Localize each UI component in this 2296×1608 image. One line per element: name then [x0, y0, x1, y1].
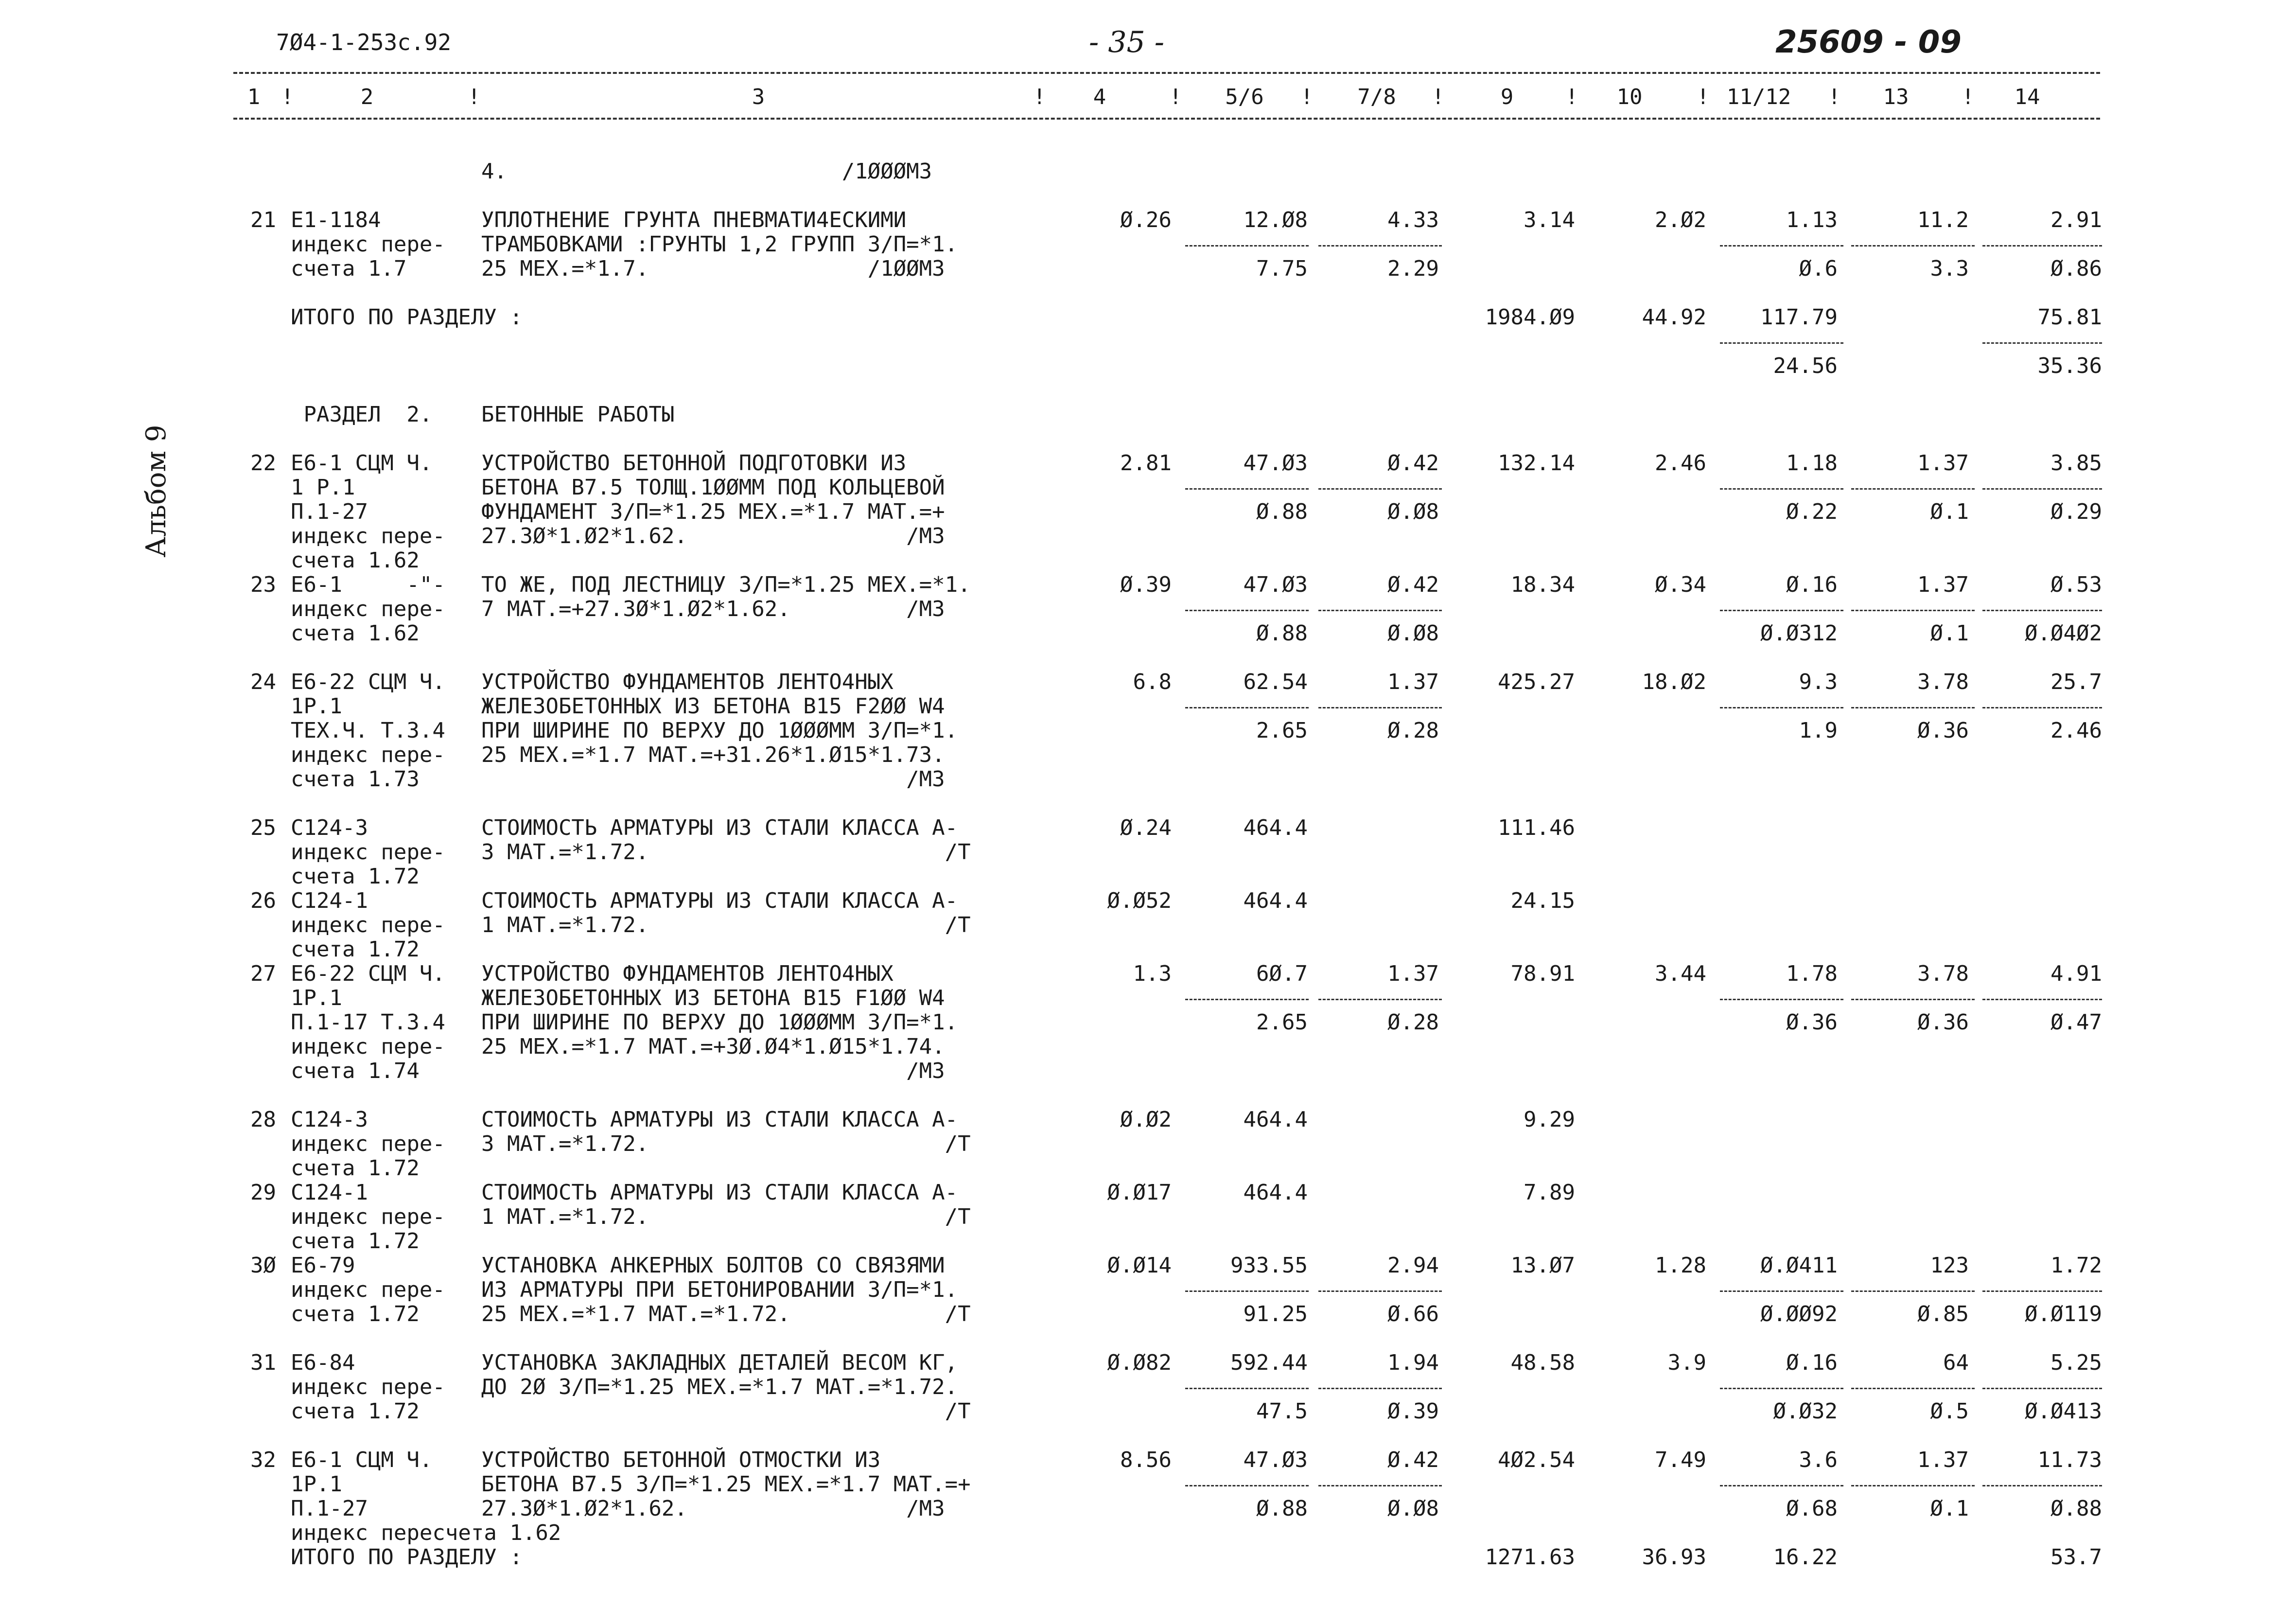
value-col-9: 4Ø2.54	[1498, 1448, 1575, 1472]
cost-code-line: счета 1.62	[291, 548, 420, 573]
row-number: 25	[250, 815, 276, 840]
fraction-divider	[1982, 1388, 2102, 1389]
subvalue-col-14: Ø.Ø119	[2025, 1302, 2102, 1326]
column-separator: !	[1432, 85, 1445, 109]
column-separator: !	[281, 85, 294, 109]
value-col-13: 1.37	[1917, 572, 1969, 597]
cost-code-line: индекс пере-	[291, 1204, 445, 1229]
row-number: 32	[250, 1448, 276, 1472]
fraction-divider	[1318, 707, 1442, 708]
work-description-line: УСТАНОВКА АНКЕРНЫХ БОЛТОВ СО СВЯЗЯМИ	[481, 1253, 945, 1278]
fraction-divider	[1720, 1290, 1843, 1292]
fraction-divider	[1318, 1388, 1442, 1389]
value-col-1112: Ø.16	[1786, 1350, 1838, 1375]
value-col-4: Ø.Ø52	[1107, 888, 1172, 913]
work-description-line: УПЛОТНЕНИЕ ГРУНТА ПНЕВМАТИ4ЕСКИМИ	[481, 208, 907, 232]
cost-code-line: счета 1.72	[291, 937, 420, 962]
column-header-6: 7/8	[1357, 85, 1396, 109]
cost-code-line: П.1-27	[291, 1496, 368, 1521]
subvalue-col-14: Ø.Ø413	[2025, 1399, 2102, 1424]
cost-code-line: С124-3	[291, 815, 368, 840]
cost-code-line: Е6-1 -"-	[291, 572, 445, 597]
fraction-divider	[1851, 610, 1975, 611]
value-col-10: 3.44	[1655, 961, 1706, 986]
subvalue-col-13: Ø.1	[1930, 621, 1969, 646]
subvalue-col-1112: Ø.22	[1786, 499, 1838, 524]
work-description-line: ИЗ АРМАТУРЫ ПРИ БЕТОНИРОВАНИИ З/П=*1.	[481, 1277, 958, 1302]
subvalue-col-56: Ø.88	[1256, 499, 1308, 524]
work-description-line: /М3	[481, 1059, 945, 1083]
value-col-14: 5.25	[2051, 1350, 2102, 1375]
value-col-4: Ø.Ø17	[1107, 1180, 1172, 1205]
fraction-divider	[1185, 610, 1309, 611]
fraction-divider	[1720, 1388, 1843, 1389]
value-col-14: 75.81	[2037, 305, 2102, 330]
value-col-9: 78.91	[1510, 961, 1575, 986]
value-col-10: 36.93	[1642, 1545, 1706, 1570]
value-col-4: Ø.Ø14	[1107, 1253, 1172, 1278]
fraction-divider	[1720, 342, 1843, 344]
work-description-line: ТРАМБОВКАМИ :ГРУНТЫ 1,2 ГРУПП З/П=*1.	[481, 232, 958, 257]
subvalue-col-14: 35.36	[2037, 353, 2102, 378]
fraction-divider	[1982, 245, 2102, 247]
row-number: 24	[250, 670, 276, 694]
fraction-divider	[1982, 707, 2102, 708]
subvalue-col-13: 3.3	[1930, 256, 1969, 281]
subvalue-col-1112: Ø.36	[1786, 1010, 1838, 1035]
value-col-4: Ø.26	[1120, 208, 1172, 232]
subvalue-col-56: 47.5	[1256, 1399, 1308, 1424]
value-col-4: 2.81	[1120, 451, 1172, 476]
value-col-1112: 3.6	[1799, 1448, 1838, 1472]
work-description-line: ЖЕЛЕЗОБЕТОННЫХ ИЗ БЕТОНА В15 F1ØØ W4	[481, 986, 945, 1010]
subvalue-col-13: Ø.36	[1917, 718, 1969, 743]
work-description-line: ФУНДАМЕНТ З/П=*1.25 МЕХ.=*1.7 МАТ.=+	[481, 499, 945, 524]
cost-code-line: 1 Р.1	[291, 475, 355, 500]
row-number: 23	[250, 572, 276, 597]
cost-code-line: Е6-1 СЦМ Ч.	[291, 451, 433, 476]
cost-code-line: счета 1.72	[291, 1229, 420, 1254]
fraction-divider	[1982, 488, 2102, 490]
cost-code-line: счета 1.72	[291, 1302, 420, 1326]
fraction-divider	[1318, 1290, 1442, 1292]
fraction-divider	[1720, 610, 1843, 611]
value-col-56: 62.54	[1243, 670, 1308, 694]
value-col-13: 3.78	[1917, 961, 1969, 986]
work-description-line: 1 МАТ.=*1.72. /Т	[481, 913, 971, 937]
subvalue-col-78: Ø.39	[1387, 1399, 1439, 1424]
fraction-divider	[1982, 342, 2102, 344]
value-col-9: 13.Ø7	[1510, 1253, 1575, 1278]
top-rule	[233, 72, 2100, 74]
work-description-line: /Т	[481, 1399, 971, 1424]
value-col-10: 18.Ø2	[1642, 670, 1706, 694]
cost-code-line: счета 1.74	[291, 1059, 420, 1083]
subvalue-col-56: Ø.88	[1256, 1496, 1308, 1521]
value-col-56: 6Ø.7	[1256, 961, 1308, 986]
row-number: 31	[250, 1350, 276, 1375]
work-description-line: УСТРОЙСТВО ФУНДАМЕНТОВ ЛЕНТО4НЫХ	[481, 670, 894, 694]
column-separator: !	[1300, 85, 1314, 109]
column-header-3: 3	[752, 85, 765, 109]
cost-code-line: П.1-27	[291, 499, 368, 524]
column-header-4: 4	[1093, 85, 1106, 109]
subvalue-col-56: 91.25	[1243, 1302, 1308, 1326]
value-col-10: 1.28	[1655, 1253, 1706, 1278]
column-separator: !	[1169, 85, 1182, 109]
value-col-4: Ø.39	[1120, 572, 1172, 597]
work-description-line: 27.3Ø*1.Ø2*1.62. /М3	[481, 524, 945, 548]
column-header-11: 14	[2014, 85, 2040, 109]
fraction-divider	[1851, 999, 1975, 1000]
value-col-4: Ø.24	[1120, 815, 1172, 840]
cost-code-line: индекс пере-	[291, 524, 445, 548]
subvalue-col-14: Ø.86	[2051, 256, 2102, 281]
value-col-9: 3.14	[1524, 208, 1575, 232]
value-col-10: 44.92	[1642, 305, 1706, 330]
value-col-9: 24.15	[1510, 888, 1575, 913]
value-col-78: 1.94	[1387, 1350, 1439, 1375]
work-description-line: 25 МЕХ.=*1.7 МАТ.=+3Ø.Ø4*1.Ø15*1.74.	[481, 1034, 945, 1059]
work-description-line: 1 МАТ.=*1.72. /Т	[481, 1204, 971, 1229]
value-col-13: 1.37	[1917, 451, 1969, 476]
cost-code-line: 1Р.1	[291, 1472, 342, 1497]
value-col-1112: 1.18	[1786, 451, 1838, 476]
work-description-line: 25 МЕХ.=*1.7 МАТ.=*1.72. /Т	[481, 1302, 971, 1326]
work-description-line: УСТРОЙСТВО БЕТОННОЙ ОТМОСТКИ ИЗ	[481, 1448, 881, 1472]
value-col-56: 464.4	[1243, 888, 1308, 913]
work-description-line: ДО 2Ø З/П=*1.25 МЕХ.=*1.7 МАТ.=*1.72.	[481, 1375, 958, 1399]
cost-code-line: счета 1.72	[291, 1156, 420, 1181]
work-description-line: ПРИ ШИРИНЕ ПО ВЕРХУ ДО 1ØØØММ З/П=*1.	[481, 718, 958, 743]
value-col-1112: 1.13	[1786, 208, 1838, 232]
row-number: 22	[250, 451, 276, 476]
subvalue-col-14: Ø.47	[2051, 1010, 2102, 1035]
value-col-10: 2.Ø2	[1655, 208, 1706, 232]
subvalue-col-78: Ø.Ø8	[1387, 1496, 1439, 1521]
fraction-divider	[1851, 1388, 1975, 1389]
subvalue-col-14: 2.46	[2051, 718, 2102, 743]
work-description-line: СТОИМОСТЬ АРМАТУРЫ ИЗ СТАЛИ КЛАССА А-	[481, 1180, 958, 1205]
value-col-14: 53.7	[2051, 1545, 2102, 1570]
value-col-10: 3.9	[1667, 1350, 1706, 1375]
subvalue-col-78: Ø.28	[1387, 1010, 1439, 1035]
value-col-1112: Ø.Ø411	[1760, 1253, 1838, 1278]
fraction-divider	[1851, 245, 1975, 247]
cost-code-line: ИТОГО ПО РАЗДЕЛУ :	[291, 1545, 523, 1570]
header-rule	[233, 118, 2100, 120]
cost-code-line: индекс пере-	[291, 1034, 445, 1059]
subvalue-col-14: Ø.29	[2051, 499, 2102, 524]
work-description-line: 25 МЕХ.=*1.7. /1ØØМ3	[481, 256, 945, 281]
value-col-13: 3.78	[1917, 670, 1969, 694]
value-col-1112: 16.22	[1773, 1545, 1838, 1570]
row-number: 21	[250, 208, 276, 232]
subvalue-col-1112: Ø.Ø312	[1760, 621, 1838, 646]
value-col-9: 18.34	[1510, 572, 1575, 597]
value-col-13: 11.2	[1917, 208, 1969, 232]
value-col-10: Ø.34	[1655, 572, 1706, 597]
fraction-divider	[1185, 1485, 1309, 1486]
fraction-divider	[1185, 1388, 1309, 1389]
subvalue-col-13: Ø.1	[1930, 1496, 1969, 1521]
value-col-78: 1.37	[1387, 961, 1439, 986]
column-separator: !	[1962, 85, 1975, 109]
fraction-divider	[1185, 1290, 1309, 1292]
value-col-14: 25.7	[2051, 670, 2102, 694]
fraction-divider	[1720, 488, 1843, 490]
value-col-78: 2.94	[1387, 1253, 1439, 1278]
column-separator: !	[1565, 85, 1578, 109]
value-col-56: 47.Ø3	[1243, 1448, 1308, 1472]
subvalue-col-1112: Ø.6	[1799, 256, 1838, 281]
row-number: 3Ø	[250, 1253, 276, 1278]
value-col-9: 7.89	[1524, 1180, 1575, 1205]
fraction-divider	[1851, 1290, 1975, 1292]
fraction-divider	[1982, 999, 2102, 1000]
row-number: 29	[250, 1180, 276, 1205]
work-description-line: 27.3Ø*1.Ø2*1.62. /М3	[481, 1496, 945, 1521]
value-col-1112: 1.78	[1786, 961, 1838, 986]
subvalue-col-56: Ø.88	[1256, 621, 1308, 646]
cost-code-line: С124-1	[291, 888, 368, 913]
subvalue-col-14: Ø.88	[2051, 1496, 2102, 1521]
row-number: 28	[250, 1107, 276, 1132]
value-col-14: 4.91	[2051, 961, 2102, 986]
fraction-divider	[1185, 245, 1309, 247]
value-col-9: 9.29	[1524, 1107, 1575, 1132]
work-description-line: /М3	[481, 767, 945, 792]
work-description-line: СТОИМОСТЬ АРМАТУРЫ ИЗ СТАЛИ КЛАССА А-	[481, 1107, 958, 1132]
work-description-line: УСТРОЙСТВО ФУНДАМЕНТОВ ЛЕНТО4НЫХ	[481, 961, 894, 986]
value-col-14: 11.73	[2037, 1448, 2102, 1472]
fraction-divider	[1318, 1485, 1442, 1486]
value-col-9: 132.14	[1498, 451, 1575, 476]
column-separator: !	[1697, 85, 1710, 109]
subvalue-col-56: 2.65	[1256, 718, 1308, 743]
subvalue-col-78: Ø.28	[1387, 718, 1439, 743]
value-col-78: Ø.42	[1387, 451, 1439, 476]
subvalue-col-1112: Ø.Ø32	[1773, 1399, 1838, 1424]
fraction-divider	[1318, 999, 1442, 1000]
subvalue-col-56: 2.65	[1256, 1010, 1308, 1035]
work-description-line: БЕТОНА В7.5 ТОЛЩ.1ØØММ ПОД КОЛЬЦЕВОЙ	[481, 475, 945, 500]
value-col-56: 47.Ø3	[1243, 451, 1308, 476]
value-col-56: 12.Ø8	[1243, 208, 1308, 232]
cost-code-line: С124-3	[291, 1107, 368, 1132]
fraction-divider	[1185, 707, 1309, 708]
fraction-divider	[1185, 999, 1309, 1000]
cost-code-line: П.1-17 Т.3.4	[291, 1010, 445, 1035]
fraction-divider	[1851, 1485, 1975, 1486]
subvalue-col-78: Ø.66	[1387, 1302, 1439, 1326]
fraction-divider	[1720, 999, 1843, 1000]
value-col-4: Ø.Ø2	[1120, 1107, 1172, 1132]
work-description-line: БЕТОННЫЕ РАБОТЫ	[481, 402, 675, 427]
cost-code-line: счета 1.73	[291, 767, 420, 792]
cost-code-line: 1Р.1	[291, 986, 342, 1010]
work-description-line: 25 МЕХ.=*1.7 МАТ.=+31.26*1.Ø15*1.73.	[481, 742, 945, 767]
cost-code-line: индекс пере-	[291, 1277, 445, 1302]
cost-code-line: Е6-1 СЦМ Ч.	[291, 1448, 433, 1472]
cost-code-line: индекс пере-	[291, 1131, 445, 1156]
value-col-4: 8.56	[1120, 1448, 1172, 1472]
value-col-4: 6.8	[1133, 670, 1172, 694]
work-description-line: ПРИ ШИРИНЕ ПО ВЕРХУ ДО 1ØØØММ З/П=*1.	[481, 1010, 958, 1035]
cost-code-line: индекс пере-	[291, 597, 445, 621]
column-separator: !	[1033, 85, 1046, 109]
value-col-13: 64	[1943, 1350, 1969, 1375]
document-code: 7Ø4-1-253с.92	[276, 29, 452, 55]
fraction-divider	[1720, 1485, 1843, 1486]
value-col-56: 464.4	[1243, 1180, 1308, 1205]
column-header-10: 13	[1883, 85, 1909, 109]
subvalue-col-56: 7.75	[1256, 256, 1308, 281]
value-col-9: 1271.63	[1485, 1545, 1575, 1570]
cost-code-line: индекс пере-	[291, 913, 445, 937]
subvalue-col-1112: Ø.ØØ92	[1760, 1302, 1838, 1326]
subvalue-col-78: Ø.Ø8	[1387, 621, 1439, 646]
fraction-divider	[1851, 488, 1975, 490]
subvalue-col-1112: Ø.68	[1786, 1496, 1838, 1521]
cost-code-line: Е6-22 СЦМ Ч.	[291, 961, 445, 986]
fraction-divider	[1982, 610, 2102, 611]
cost-code-line: индекс пересчета 1.62	[291, 1520, 561, 1545]
work-description-line: СТОИМОСТЬ АРМАТУРЫ ИЗ СТАЛИ КЛАССА А-	[481, 888, 958, 913]
album-label: Альбом 9	[140, 424, 172, 558]
subvalue-col-13: Ø.5	[1930, 1399, 1969, 1424]
column-header-1: 1	[247, 85, 261, 109]
value-col-1112: 117.79	[1760, 305, 1838, 330]
column-header-9: 11/12	[1726, 85, 1791, 109]
work-description-line: УСТРОЙСТВО БЕТОННОЙ ПОДГОТОВКИ ИЗ	[481, 451, 907, 476]
fraction-divider	[1185, 488, 1309, 490]
cost-code-line: Е6-79	[291, 1253, 355, 1278]
cost-code-line: Е6-22 СЦМ Ч.	[291, 670, 445, 694]
cost-code-line: счета 1.7	[291, 256, 407, 281]
page-number: - 35 -	[1089, 25, 1165, 59]
value-col-13: 1.37	[1917, 1448, 1969, 1472]
work-description-line: 7 МАТ.=+27.3Ø*1.Ø2*1.62. /М3	[481, 597, 945, 621]
cost-code-line: ИТОГО ПО РАЗДЕЛУ :	[291, 305, 523, 330]
work-description-line: 3 МАТ.=*1.72. /Т	[481, 1131, 971, 1156]
work-description-line: УСТАНОВКА ЗАКЛАДНЫХ ДЕТАЛЕЙ ВЕСОМ КГ,	[481, 1350, 958, 1375]
subvalue-col-13: Ø.36	[1917, 1010, 1969, 1035]
cost-code-line: счета 1.72	[291, 1399, 420, 1424]
value-col-1112: Ø.16	[1786, 572, 1838, 597]
cost-code-line: индекс пере-	[291, 1375, 445, 1399]
fraction-divider	[1982, 1290, 2102, 1292]
row-number: 26	[250, 888, 276, 913]
cost-code-line: 1Р.1	[291, 694, 342, 719]
value-col-56: 592.44	[1230, 1350, 1308, 1375]
value-col-4: Ø.Ø82	[1107, 1350, 1172, 1375]
column-header-2: 2	[360, 85, 374, 109]
value-col-56: 933.55	[1230, 1253, 1308, 1278]
fraction-divider	[1982, 1485, 2102, 1486]
subvalue-col-1112: 24.56	[1773, 353, 1838, 378]
value-col-10: 2.46	[1655, 451, 1706, 476]
value-col-9: 111.46	[1498, 815, 1575, 840]
value-col-14: Ø.53	[2051, 572, 2102, 597]
work-description-line: 3 МАТ.=*1.72. /Т	[481, 840, 971, 865]
fraction-divider	[1318, 488, 1442, 490]
value-col-56: 464.4	[1243, 815, 1308, 840]
cost-code-line: С124-1	[291, 1180, 368, 1205]
work-description-line: ЖЕЛЕЗОБЕТОННЫХ ИЗ БЕТОНА В15 F2ØØ W4	[481, 694, 945, 719]
value-col-9: 48.58	[1510, 1350, 1575, 1375]
column-separator: !	[1828, 85, 1841, 109]
value-col-14: 3.85	[2051, 451, 2102, 476]
subvalue-col-13: Ø.85	[1917, 1302, 1969, 1326]
column-header-5: 5/6	[1225, 85, 1264, 109]
value-col-4: 1.3	[1133, 961, 1172, 986]
sheet-number: 25609 - 09	[1775, 24, 1962, 60]
cost-code-line: индекс пере-	[291, 742, 445, 767]
subvalue-col-78: 2.29	[1387, 256, 1439, 281]
value-col-78: 1.37	[1387, 670, 1439, 694]
work-description-line: ТО ЖЕ, ПОД ЛЕСТНИЦУ З/П=*1.25 МЕХ.=*1.	[481, 572, 971, 597]
fraction-divider	[1318, 245, 1442, 247]
cost-code-line: индекс пере-	[291, 840, 445, 865]
subvalue-col-78: Ø.Ø8	[1387, 499, 1439, 524]
work-description-line: СТОИМОСТЬ АРМАТУРЫ ИЗ СТАЛИ КЛАССА А-	[481, 815, 958, 840]
value-col-13: 123	[1930, 1253, 1969, 1278]
value-col-78: Ø.42	[1387, 1448, 1439, 1472]
subvalue-col-13: Ø.1	[1930, 499, 1969, 524]
value-col-9: 1984.Ø9	[1485, 305, 1575, 330]
value-col-56: 464.4	[1243, 1107, 1308, 1132]
column-header-7: 9	[1500, 85, 1514, 109]
cost-code-line: счета 1.72	[291, 864, 420, 889]
value-col-14: 1.72	[2051, 1253, 2102, 1278]
value-col-78: 4.33	[1387, 208, 1439, 232]
fraction-divider	[1720, 245, 1843, 247]
cost-code-line: Е1-1184	[291, 208, 381, 232]
fraction-divider	[1851, 707, 1975, 708]
cost-code-line: Е6-84	[291, 1350, 355, 1375]
value-col-1112: 9.3	[1799, 670, 1838, 694]
work-description-line: БЕТОНА В7.5 З/П=*1.25 МЕХ.=*1.7 МАТ.=+	[481, 1472, 971, 1497]
value-col-10: 7.49	[1655, 1448, 1706, 1472]
column-header-8: 10	[1616, 85, 1643, 109]
cost-code-line: РАЗДЕЛ 2.	[291, 402, 433, 427]
value-col-78: Ø.42	[1387, 572, 1439, 597]
row-number: 27	[250, 961, 276, 986]
cost-code-line: ТЕХ.Ч. Т.3.4	[291, 718, 445, 743]
cost-code-line: счета 1.62	[291, 621, 420, 646]
fraction-divider	[1318, 610, 1442, 611]
fraction-divider	[1720, 707, 1843, 708]
cost-code-line: индекс пере-	[291, 232, 445, 257]
value-col-56: 47.Ø3	[1243, 572, 1308, 597]
subvalue-col-1112: 1.9	[1799, 718, 1838, 743]
work-description-line: 4. /1ØØØМ3	[481, 159, 932, 184]
column-separator: !	[468, 85, 481, 109]
subvalue-col-14: Ø.Ø4Ø2	[2025, 621, 2102, 646]
value-col-14: 2.91	[2051, 208, 2102, 232]
value-col-9: 425.27	[1498, 670, 1575, 694]
